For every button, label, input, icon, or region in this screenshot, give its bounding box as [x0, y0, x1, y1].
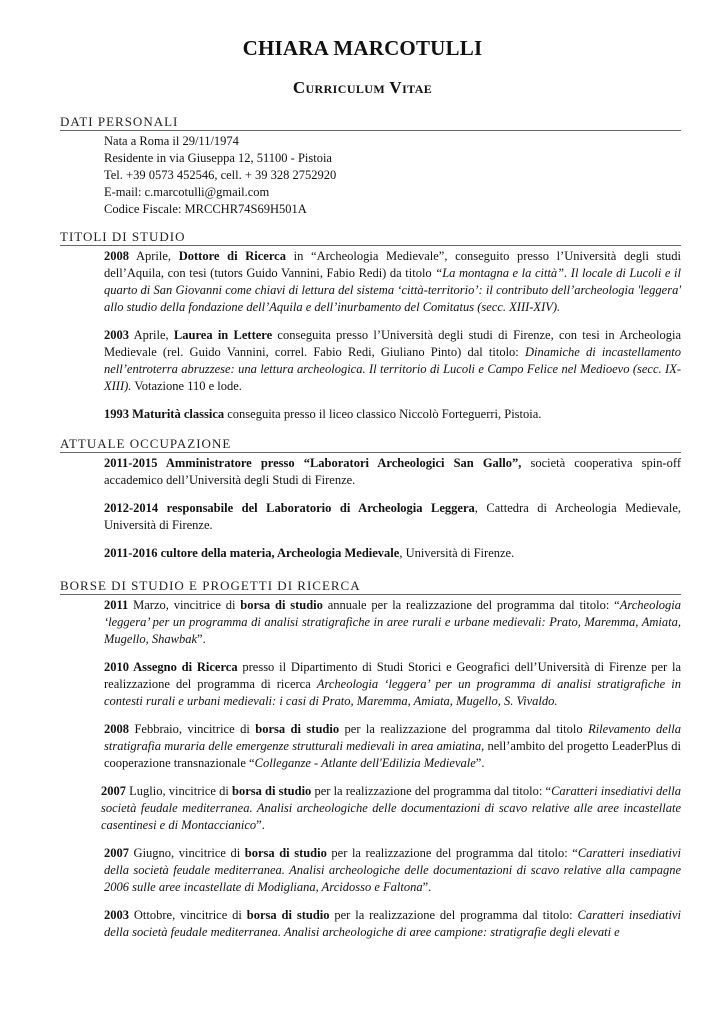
entry-year: 2007: [104, 846, 129, 860]
entry-text: per la realizzazione del programma dal titolo: “: [326, 846, 578, 860]
entry-text: Aprile,: [129, 249, 179, 263]
section-title: BORSE DI STUDIO E PROGETTI DI RICERCA: [60, 578, 681, 595]
occupation-role: 2011-2015 Amministratore presso “Laboratori Archeologici San Gallo”,: [104, 456, 522, 470]
thesis-title: Dinamiche di incastellamento nell’entroterra abruzzese: una lettura archeologica. Il territorio di Lucoli e Campo Felice nel Medioevo (secc. IX-XIII).: [104, 345, 681, 393]
entry-year: 2007: [101, 784, 126, 798]
entry-degree: Dottore di Ricerca: [178, 249, 286, 263]
personal-info: [104, 133, 681, 218]
entry-text: Marzo, vincitrice di: [128, 598, 241, 612]
program-title: Archeologia ‘leggera’ per un programma di analisi stratigrafiche in aree rurali e urbane medievali: Prato, Maremma, Amiata, Mugello, Shawbak: [104, 598, 682, 646]
entry-emphasis: borsa di studio: [244, 846, 327, 860]
entry-emphasis: 2010 Assegno di Ricerca: [104, 660, 238, 674]
entry-emphasis: borsa di studio: [240, 598, 323, 612]
section-title: DATI PERSONALI: [60, 114, 681, 131]
entry-text: per la realizzazione del programma dal titolo: “: [311, 784, 552, 798]
entry-text: Votazione 110 e lode.: [131, 379, 242, 393]
entry-emphasis: borsa di studio: [255, 722, 340, 736]
entry-text: società cooperativa spin-off accademico dell’Università degli Studi di Firenze.: [104, 456, 681, 487]
section-title: ATTUALE OCCUPAZIONE: [60, 436, 681, 453]
grant-entry: [101, 783, 681, 834]
entry-text: conseguita presso l’Università degli studi di Firenze, con tesi in Archeologia Medievale (rel. Guido Vannini, correl. Fabio Redi, Giuliano Pinto) dal titolo:: [104, 328, 682, 359]
entry-year: 2008: [104, 722, 129, 736]
section-grants: [60, 578, 681, 941]
entry-emphasis: borsa di studio: [232, 784, 312, 798]
entry-year: 1993: [104, 407, 129, 421]
fiscal-code-line: Codice Fiscale: MRCCHR74S69H501A: [104, 202, 307, 216]
address-line: Residente in via Giuseppa 12, 51100 - Pistoia: [104, 151, 332, 165]
entry-text: ”.: [256, 818, 265, 832]
section-education: [60, 229, 681, 423]
document-subtitle: Curriculum Vitae: [292, 78, 433, 97]
entry-text: conseguita presso il liceo classico Niccolò Forteguerri, Pistoia.: [224, 407, 542, 421]
section-occupation: [60, 436, 681, 562]
section-title: TITOLI DI STUDIO: [60, 229, 681, 246]
education-entry-2003: [104, 327, 681, 395]
entry-text: Ottobre, vincitrice di: [129, 908, 247, 922]
grant-entry: [104, 845, 681, 896]
entry-degree: Laurea in Lettere: [173, 328, 273, 342]
occupation-entry: [104, 455, 681, 489]
grant-entry: [104, 597, 681, 648]
entry-degree: Maturità classica: [129, 407, 225, 421]
entry-year: 2003: [104, 328, 129, 342]
entry-text: per la realizzazione del programma dal titolo:: [329, 908, 578, 922]
entry-year: 2008: [104, 249, 129, 263]
thesis-title: “La montagna e la città”. Il locale di Lucoli e il quarto di San Giovanni come chiavi di lettura del sistema ‘città-territorio’: il contributo dell’archeologia 'leggera' allo studio della fondazione dell’Aquila e dell’inurbamento del Comitatus (secc. XIII-XIV).: [104, 266, 681, 314]
entry-text: , Cattedra di Archeologia Medievale, Università di Firenze.: [104, 501, 682, 532]
entry-text: Giugno, vincitrice di: [129, 846, 245, 860]
entry-year: 2011: [104, 598, 129, 612]
entry-text: annuale per la realizzazione del programma dal titolo: “: [322, 598, 620, 612]
entry-text: ”.: [475, 756, 485, 770]
entry-text: , nell’ambito del progetto LeaderPlus di cooperazione transnazionale “: [104, 739, 681, 770]
program-title: Archeologia ‘leggera’ per un programma di analisi stratigrafiche in contesti rurali e urbani medievali: i casi di Prato, Maremma, Amiata, Mugello, S. Vivaldo.: [104, 677, 681, 708]
education-entry-2008: [104, 248, 681, 316]
entry-text: ”.: [422, 880, 432, 894]
grant-entry: [104, 907, 681, 941]
occupation-entry: [104, 545, 681, 562]
entry-text: , Università di Firenze.: [399, 546, 515, 560]
grant-entry: [104, 659, 681, 710]
entry-year: 2003: [104, 908, 129, 922]
project-title: Colleganze - Atlante dell'Edilizia Medievale: [254, 756, 476, 770]
program-title: Rilevamento della stratigrafia muraria delle emergenze strutturali medievali in area amiatina: [104, 722, 681, 753]
entry-text: Aprile,: [129, 328, 174, 342]
grant-entry: [104, 721, 681, 772]
entry-text: presso il Dipartimento di Studi Storici e Geografici dell’Università di Firenze per la realizzazione del programma di ricerca: [104, 660, 681, 691]
section-personal: [60, 114, 681, 218]
occupation-role: 2012-2014 responsabile del Laboratorio di Archeologia Leggera: [104, 501, 475, 515]
entry-text: ”.: [197, 632, 206, 646]
occupation-role: 2011-2016 cultore della materia, Archeologia Medievale: [104, 546, 400, 560]
entry-text: per la realizzazione del programma dal titolo: [339, 722, 589, 736]
entry-text: in “Archeologia Medievale”, conseguito presso l’Università degli studi dell’Aquila, con tesi (tutors Guido Vannini, Fabio Redi) da titolo: [104, 249, 681, 280]
program-title: Caratteri insediativi della società feudale mediterranea. Analisi archeologiche delle documentazioni di scavo relative alle aree incastellate casentinesi e di Montaccianico: [101, 784, 681, 832]
occupation-entry: [104, 500, 681, 534]
person-name: CHIARA MARCOTULLI: [242, 36, 483, 60]
email-line: E-mail: c.marcotulli@gmail.com: [104, 185, 270, 199]
program-title: Caratteri insediativi della società feudale mediterranea. Analisi archeologiche delle documentazioni di scavo relative alla campagne 2006 sulle aree incastellate di Modigliana, Arcidosso e Faltona: [104, 846, 682, 894]
phone-line: Tel. +39 0573 452546, cell. + 39 328 2752920: [104, 168, 337, 182]
entry-text: Febbraio, vincitrice di: [129, 722, 256, 736]
entry-emphasis: borsa di studio: [246, 908, 330, 922]
education-entry-1993: [104, 406, 681, 423]
entry-text: Luglio, vincitrice di: [126, 784, 233, 798]
program-title: Caratteri insediativi della società feudale mediterranea. Analisi archeologiche di aree campione: stratigrafie degli elevati e: [104, 908, 681, 939]
birth-line: Nata a Roma il 29/11/1974: [104, 134, 239, 148]
